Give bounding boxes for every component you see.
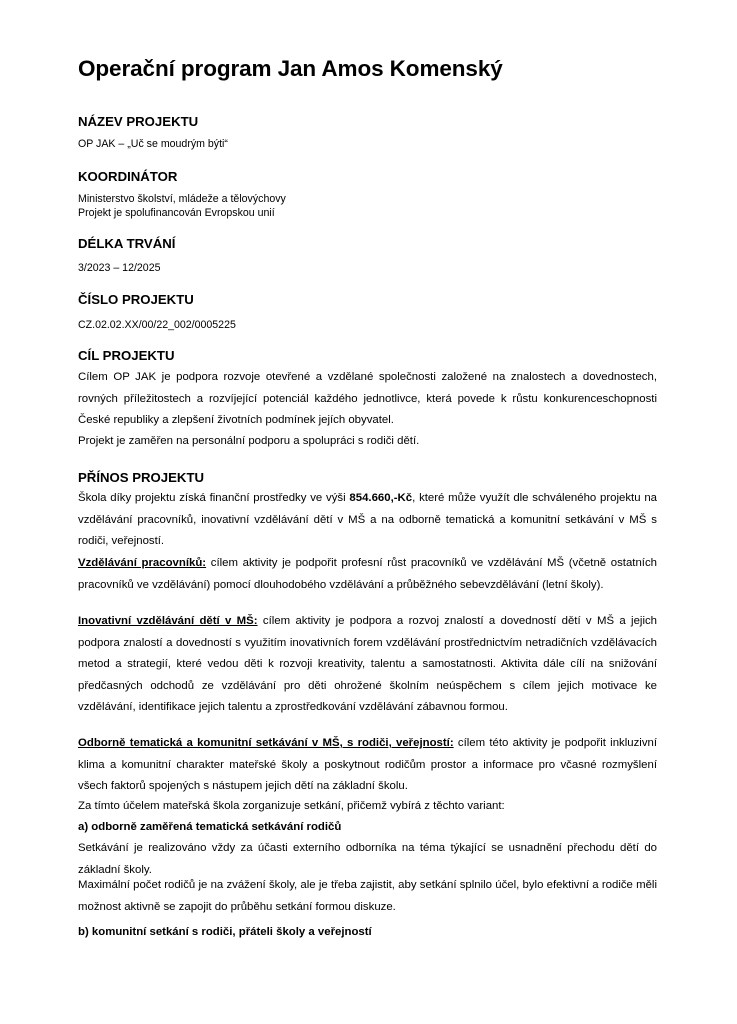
heading-delka: DÉLKA TRVÁNÍ [78,236,176,251]
paragraph-inovativni-vzdelavani [78,611,657,719]
heading-nazev: NÁZEV PROJEKTU [78,114,199,129]
heading-cislo: ČÍSLO PROJEKTU [78,292,194,307]
page-title: Operační program Jan Amos Komenský [78,56,503,81]
item-text-inovativni-vzdelavani: cílem aktivity je podpora a rozvoj znalostí a dovedností dětí v MŠ a jejich podpora znalostí a dovedností s využitím inovativních forem vzdělávání prostřednictvím netradičních vzdělávacích metod a strategií, které vedou děti k rozvoji kreativity, talentu a samostatnosti. Aktivita dále cílí na snižování předčasných odchodů ze vzdělávání pro děti ohrožené školním neúspěchem s cílem jejich motivace ke vzdělávání, identifikace jejich talentu a zprostředkování vzdělávání zábavnou formou. [78,615,657,714]
intro-text-a: Škola díky projektu získá finanční prostředky ve výši [78,492,350,504]
heading-cil: CÍL PROJEKTU [78,348,175,363]
paragraph-vzdelavani-pracovniku [78,553,657,596]
item-text-setkavani: cílem této aktivity je podpořit inkluzivní klima a komunitní charakter mateřské školy a poskytnout rodičům prostor a informace pro včasné rozmyšlení všech faktorů spojených s nástupem jejich dětí na základní školu. [78,737,658,793]
paragraph-cil-1: Cílem OP JAK je podpora rozvoje otevřené a vzdělané společnosti založené na znalostech a dovednostech, rovných příležitostech a rozvíjející potenciál každého jednotlivce, která povede k růstu konkurenceschopnosti České republiky a zlepšení životních podmínek jejích obyvatel. [78,371,657,427]
paragraph-prinos-intro [78,488,657,553]
heading-prinos: PŘÍNOS PROJEKTU [78,470,205,485]
variant-a-heading: a) odborně zaměřená tematická setkávání rodičů [78,821,342,833]
item-label-setkavani: Odborně tematická a komunitní setkávání v MŠ, s rodiči, veřejností: [78,737,454,749]
variant-b-heading: b) komunitní setkání s rodiči, přáteli školy a veřejností [78,926,372,938]
variant-a-paragraph-2: Maximální počet rodičů je na zvážení školy, ale je třeba zajistit, aby setkání splnilo účel, bylo efektivní a rodiče měli možnost aktivně se zapojit do průběhu setkání formou diskuze. [78,879,657,913]
paragraph-setkavani [78,733,657,798]
text-koordinator-line2: Projekt je spolufinancován Evropskou unií [78,207,275,219]
item-text-vzdelavani-pracovniku: cílem aktivity je podpořit profesní růst pracovníků ve vzdělávání MŠ (včetně ostatních pracovníků ve vzdělávání) pomocí dlouhodobého vzdělávání a průběžného sebevzdělávání (letní školy). [78,557,657,591]
intro-text-b: , které může využít dle schváleného projektu na vzdělávání pracovníků, inovativní vzdělávání dětí v MŠ a na odborně tematická a komunitní setkávání v MŠ s rodiči, veřejností. [78,492,657,548]
paragraph-variants-intro: Za tímto účelem mateřská škola zorganizuje setkání, přičemž vybírá z těchto variant: [78,800,505,812]
text-delka: 3/2023 – 12/2025 [78,262,161,274]
variant-a-paragraph-1: Setkávání je realizováno vždy za účasti externího odborníka na téma týkající se usnadnění přechodu dětí do základní školy. [78,842,657,876]
item-label-inovativni-vzdelavani: Inovativní vzdělávání dětí v MŠ: [78,615,258,627]
text-nazev: OP JAK – „Uč se moudrým býti“ [78,138,228,150]
text-koordinator-line1: Ministerstvo školství, mládeže a tělovýchovy [78,193,286,205]
heading-koordinator: KOORDINÁTOR [78,169,178,184]
item-label-vzdelavani-pracovniku: Vzdělávání pracovníků: [78,557,207,569]
amount-value: 854.660,-Kč [349,492,413,504]
text-cislo: CZ.02.02.XX/00/22_002/0005225 [78,319,236,331]
paragraph-cil-2: Projekt je zaměřen na personální podporu a spolupráci s rodiči dětí. [78,435,420,447]
